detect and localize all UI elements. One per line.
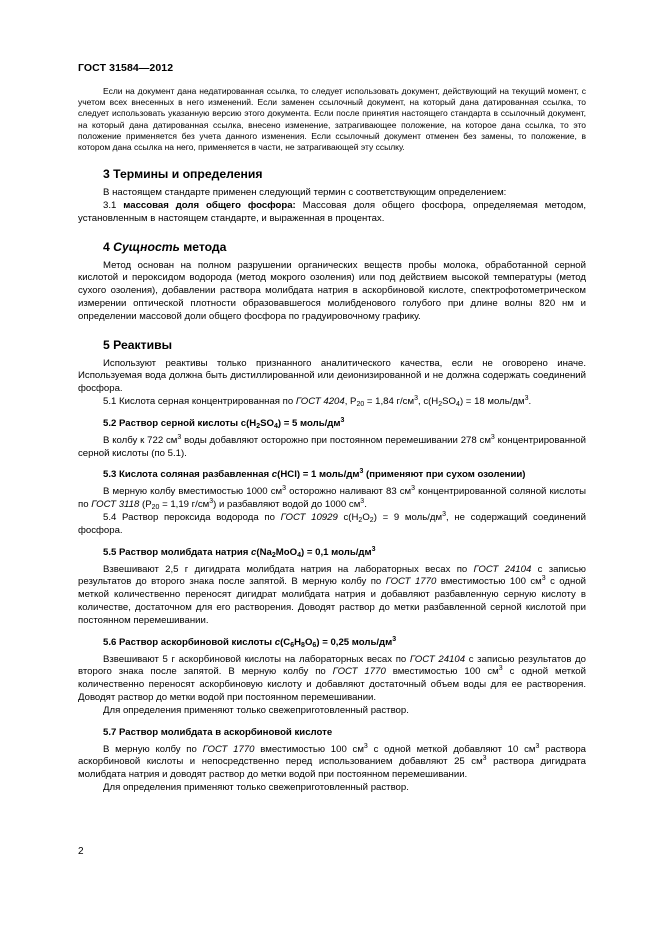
page-number: 2 xyxy=(78,846,84,857)
term-definition: 3.1 массовая доля общего фосфора: Массовая доля общего фосфора, определяемая методом, установленным в настоящем стандарте, и выраженная в процентах. xyxy=(78,200,587,224)
item-5-4: 5.4 Раствор пероксида водорода по ГОСТ 10929 $c(H_2O_2) = 9$ моль/$дм^3$, не содержащий соединений фосфора. xyxy=(78,510,586,536)
section-5-intro: Используют реактивы только признанного аналитического качества, если не оговорено иначе. Используемая вода должна быть дистиллированной или деионизированной и не должна содержать соединений фосфора. xyxy=(78,357,586,395)
standard-reference: ГОСТ 24104 xyxy=(473,563,532,575)
section-4-paragraph: Метод основан на полном разрушении органических веществ пробы молока, обработанной серной кислотой и пероксидом водорода (метод мокрого озоления) или под действием высокой температуры (метод сухого озоления), добавлении раствора молибдата натрия в аскорбиновой кислоте, спектрофотометрическом измерении оптической плотности образовавшегося молибденового голубого при длине волны 820 нм и определении массовой доли общего фосфора по градуировочному графику. xyxy=(78,259,586,322)
item-5-3-text: В мерную колбу вместимостью 1000 $см^3$ осторожно наливают 83 $см^3$ концентрированной соляной кислоты по ГОСТ 3118 ($Р_{20} = 1,19$ $г/см^3$) и разбавляют водой до 1000 $см^3$. xyxy=(78,485,586,512)
section-3-title: 3 Термины и определения xyxy=(103,167,263,182)
intro-paragraph: Если на документ дана недатированная ссылка, то следует использовать документ, действующий на текущий момент, с учетом всех внесенных в него изменений. Если заменен ссылочный документ, на который дана датированная ссылка, то следует использовать указанную версию этого документа. Если после принятия настоящего стандарта в ссылочный документ, на который дана датированная ссылка, внесено изменение, затрагивающее положение, на которое дана ссылка, то это положение применяется без учета данного изменения. Если ссылочный документ отменен без замены, то положение, в котором дана ссылка на него, применяется в части, не затрагивающей эту ссылку. xyxy=(78,86,586,153)
standard-reference: ГОСТ 3118 xyxy=(91,499,140,511)
document-content xyxy=(78,80,586,795)
item-5-7-note: Для определения применяют только свежеприготовленный раствор. xyxy=(103,781,409,793)
section-4-title: 4 Сущность метода xyxy=(103,239,227,254)
item-5-2-text: В колбу к 722 $см^3$ воды добавляют осторожно при постоянном перемешивании 278 $см^3$ концентрированной серной кислоты (по 5.1). xyxy=(78,433,586,459)
item-5-5-text: Взвешивают 2,5 г дигидрата молибдата натрия на лабораторных весах по ГОСТ 24104 с записью результатов до второго знака после запятой. В мерную колбу по ГОСТ 1770 вместимостью 100 $см^3$ с одной меткой количественно переносят дигидрат молибдата натрия и добавляют разбавленную серную кислоту в количестве, достаточном для его растворения. Доводят раствор до метки разбавленной серной кислотой при постоянном перемешивании. xyxy=(78,563,587,626)
standard-reference: ГОСТ 1770 xyxy=(385,576,437,588)
section-5-title: 5 Реактивы xyxy=(103,337,173,352)
item-5-7-title: 5.7 Раствор молибдата в аскорбиновой кислоте xyxy=(103,726,333,738)
item-5-6-text: Взвешивают 5 г аскорбиновой кислоты на лабораторных весах по ГОСТ 24104 с записью результатов до второго знака после запятой. В мерную колбу по ГОСТ 1770 вместимостью 100 $см^3$ с одной меткой количественно переносят аскорбиновую кислоту и добавляют достаточный объем воды для ее растворения. Доводят раствор до метки водой при постоянном перемешивании. xyxy=(78,653,587,703)
item-5-6-title: 5.6 Раствор аскорбиновой кислоты $c(C_6H_8O_6) = 0,25$ моль/$дм^3$ xyxy=(103,635,397,649)
item-5-6-note: Для определения применяют только свежеприготовленный раствор. xyxy=(103,704,409,716)
standard-reference: ГОСТ 4204 xyxy=(295,395,345,407)
item-5-5-title: 5.5 Раствор молибдата натрия $c(Na_2MoO_4) = 0,1$ моль/$дм^3$ xyxy=(103,545,376,559)
standard-reference: ГОСТ 24104 xyxy=(409,653,466,665)
section-3-paragraph: В настоящем стандарте применен следующий термин с соответствующим определением: xyxy=(103,187,507,199)
standard-reference: ГОСТ 1770 xyxy=(202,743,255,755)
item-5-7-text: В мерную колбу по ГОСТ 1770 вместимостью 100 $см^3$ с одной меткой добавляют 10 $см^3$ раствора аскорбиновой кислоты и непосредственно перед использованием добавляют 25 $см^3$ раствора дигидрата молибдата натрия и доводят раствор до метки водой при постоянном перемешивании. xyxy=(78,742,586,781)
item-5-2-title: 5.2 Раствор серной кислоты $с(H_2SO_4) = 5$ моль/$дм^3$ xyxy=(103,416,345,430)
term: массовая доля общего фосфора: xyxy=(123,200,296,212)
item-5-3-title: 5.3 Кислота соляная разбавленная c(HCl) = 1 моль/$дм^3$ (применяют при сухом озолении) xyxy=(103,468,526,481)
item-5-1: 5.1 Кислота серная концентрированная по ГОСТ 4204, $Р_{20} = 1,84$ $г/см^3$, $c(H_2SO_4) = 18$ моль/$дм^3$. xyxy=(103,394,532,408)
standard-reference: ГОСТ 1770 xyxy=(332,666,386,678)
standard-reference: ГОСТ 10929 xyxy=(280,511,338,523)
document-number: ГОСТ 31584—2012 xyxy=(78,62,174,74)
